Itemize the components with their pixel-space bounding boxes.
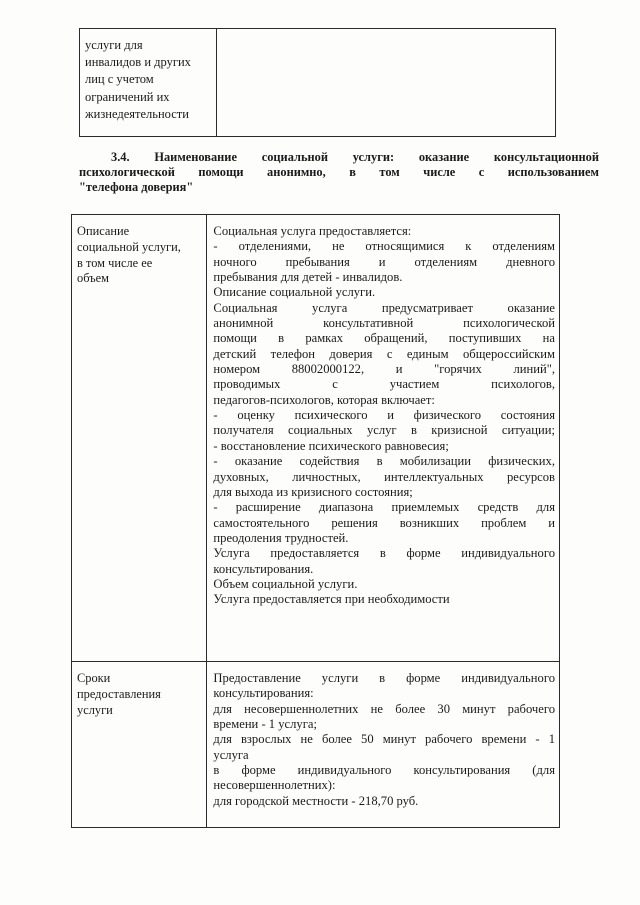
content-line: Объем социальной услуги. <box>213 576 358 591</box>
content-line: преодоления трудностей. <box>213 530 349 545</box>
label-cell <box>80 29 217 137</box>
label-line: услуги <box>77 702 113 717</box>
label-line: предоставления <box>77 686 161 701</box>
content-line: Предоставление услуги в форме индивидуального <box>213 671 555 685</box>
content-line: самостоятельного решения возникших проблем и <box>213 515 555 530</box>
content-line: - оценку психического и физического состояния <box>213 408 555 423</box>
text-line: ограничений их <box>85 89 170 104</box>
content-line: пребывания для детей - инвалидов. <box>213 270 403 285</box>
content-line: проводимых с участием психологов, <box>213 377 555 392</box>
text-line: инвалидов и других <box>85 55 191 70</box>
content-line: для городской местности - 218,70 руб. <box>213 793 419 808</box>
label-line: в том числе ее <box>77 255 153 270</box>
content-line: Услуга предоставляется при необходимости <box>213 592 450 607</box>
label-line: Сроки <box>77 671 111 685</box>
content-line: помощи в рамках обращений, поступивших на <box>213 331 555 346</box>
content-line: Услуга предоставляется в форме индивидуального <box>213 546 555 561</box>
content-cell <box>216 29 555 137</box>
label-cell <box>72 662 207 828</box>
content-line: консультирования: <box>213 686 314 701</box>
content-line: педагогов-психологов, которая включает: <box>213 392 435 407</box>
content-cell <box>207 215 560 662</box>
content-line: несовершеннолетних): <box>213 778 336 793</box>
label-cell <box>72 215 207 662</box>
heading-line: психологической помощи анонимно, в том числе с использованием <box>79 165 599 179</box>
content-line: Социальная услуга предусматривает оказание <box>213 300 555 315</box>
content-line: для несовершеннолетних не более 30 минут рабочего <box>213 701 555 716</box>
content-line: ночного пребывания и отделениям дневного <box>213 254 555 269</box>
content-line: номером 88002000122, и "горячих линий", <box>213 362 555 377</box>
content-line: услуга <box>213 747 249 762</box>
row-content <box>207 662 559 813</box>
content-line: в форме индивидуального консультирования (для <box>213 763 555 778</box>
table-row <box>80 29 556 137</box>
heading-line: 3.4. Наименование социальной услуги: оказание консультационной <box>111 150 599 164</box>
cell-text <box>80 29 216 123</box>
content-line: консультирования. <box>213 561 314 576</box>
label-line: Описание <box>77 224 130 238</box>
content-line: Описание социальной услуги. <box>213 285 376 300</box>
table-row <box>72 662 560 828</box>
service-table <box>71 214 560 828</box>
content-line: для выхода из кризисного состояния; <box>213 484 413 499</box>
content-line: - отделениями, не относящимися к отделениям <box>213 239 555 254</box>
content-line: - восстановление психического равновесия; <box>213 438 449 453</box>
text-line: услуги для <box>85 38 143 52</box>
content-line: - расширение диапазона приемлемых средств для <box>213 500 555 515</box>
row-content <box>207 215 559 612</box>
row-label <box>72 215 206 287</box>
content-line: - оказание содействия в мобилизации физических, <box>213 454 555 469</box>
content-cell <box>207 662 560 828</box>
content-line: получателя социальных услуг в кризисной ситуации; <box>213 423 555 438</box>
section-heading <box>79 150 599 195</box>
text-line: лиц с учетом <box>85 72 154 87</box>
content-line: анонимной консультативной психологической <box>213 316 555 331</box>
content-line: времени - 1 услуга; <box>213 717 317 732</box>
label-line: социальной услуги, <box>77 239 181 254</box>
continuation-table <box>79 28 556 137</box>
content-line: духовных, личностных, интеллектуальных ресурсов <box>213 469 555 484</box>
content-line: Социальная услуга предоставляется: <box>213 224 412 238</box>
text-line: жизнедеятельности <box>85 106 189 121</box>
heading-line: "телефона доверия" <box>79 180 194 194</box>
row-label <box>72 662 206 718</box>
content-line: для взрослых не более 50 минут рабочего времени - 1 <box>213 732 555 747</box>
content-line: детский телефон доверия с единым общероссийским <box>213 346 555 361</box>
table-row <box>72 215 560 662</box>
label-line: объем <box>77 271 109 286</box>
